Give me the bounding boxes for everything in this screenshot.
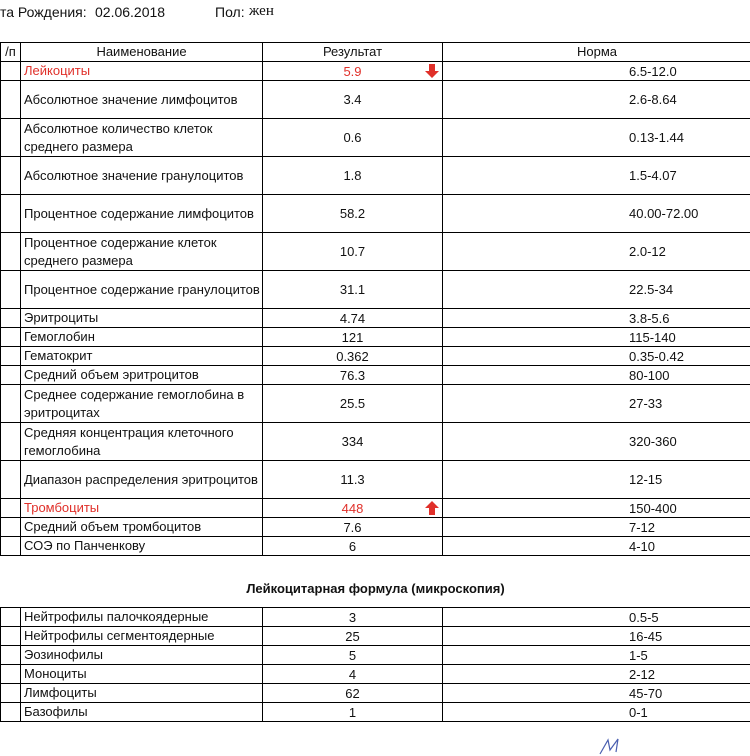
table-row xyxy=(1,608,750,627)
test-result-cell xyxy=(263,328,443,347)
table-header-row xyxy=(1,43,750,62)
row-number-cell xyxy=(1,233,21,271)
row-number-cell xyxy=(1,385,21,423)
test-result-value: 4.74 xyxy=(339,310,366,326)
test-result-cell xyxy=(263,366,443,385)
test-result-value: 334 xyxy=(341,434,364,449)
row-number-cell xyxy=(1,703,21,722)
test-name-cell: Абсолютное значение гранулоцитов xyxy=(21,157,263,195)
test-result-value: 1.8 xyxy=(343,168,362,183)
test-norm-cell: 16-45 xyxy=(443,627,750,646)
test-result-value: 58.2 xyxy=(339,206,366,221)
test-name-cell: Процентное содержание клеток среднего размера xyxy=(21,233,263,271)
row-number-cell xyxy=(1,81,21,119)
birth-date-value: 02.06.2018 xyxy=(95,4,166,20)
table-row xyxy=(1,665,750,684)
header-num: /п xyxy=(1,43,21,62)
row-number-cell xyxy=(1,646,21,665)
row-number-cell xyxy=(1,195,21,233)
test-norm-cell: 150-400 xyxy=(443,499,750,518)
row-number-cell xyxy=(1,309,21,328)
test-result-value: 6 xyxy=(348,538,357,554)
arrow-down-icon xyxy=(424,63,440,79)
test-result-cell xyxy=(263,499,443,518)
test-result-cell xyxy=(263,347,443,366)
row-number-cell xyxy=(1,328,21,347)
birth-date-label: та Рождения: xyxy=(0,4,87,20)
row-number-cell xyxy=(1,461,21,499)
test-norm-cell: 0.5-5 xyxy=(443,608,750,627)
test-name-cell: Абсолютное количество клеток среднего размера xyxy=(21,119,263,157)
test-name-cell: Эритроциты xyxy=(21,309,263,328)
table-row xyxy=(1,328,750,347)
test-result-value: 3.4 xyxy=(343,92,362,107)
test-name-cell: Диапазон распределения эритроцитов xyxy=(21,461,263,499)
test-result-value: 62 xyxy=(345,685,360,701)
table-row xyxy=(1,157,750,195)
row-number-cell xyxy=(1,271,21,309)
header-result: Результат xyxy=(263,43,443,62)
row-number-cell xyxy=(1,537,21,556)
test-result-cell xyxy=(263,608,443,627)
table-row xyxy=(1,423,750,461)
test-name-cell: Эозинофилы xyxy=(21,646,263,665)
test-norm-cell: 7-12 xyxy=(443,518,750,537)
test-name-cell: Процентное содержание гранулоцитов xyxy=(21,271,263,309)
test-name-cell: Средняя концентрация клеточного гемоглобина xyxy=(21,423,263,461)
test-name-cell: Гемоглобин xyxy=(21,328,263,347)
row-number-cell xyxy=(1,608,21,627)
blood-test-table xyxy=(0,42,750,556)
row-number-cell xyxy=(1,499,21,518)
test-result-cell xyxy=(263,461,443,499)
row-number-cell xyxy=(1,347,21,366)
header-norm: Норма xyxy=(443,43,750,62)
test-result-value: 25 xyxy=(345,628,360,644)
test-name-cell: Абсолютное значение лимфоцитов xyxy=(21,81,263,119)
test-name-cell: Нейтрофилы сегментоядерные xyxy=(21,627,263,646)
test-result-cell xyxy=(263,703,443,722)
test-name-cell: Гематокрит xyxy=(21,347,263,366)
table-row xyxy=(1,62,750,81)
signature-mark xyxy=(596,736,636,756)
arrow-up-icon xyxy=(424,500,440,516)
test-result-value: 0.6 xyxy=(343,130,362,145)
test-norm-cell: 1-5 xyxy=(443,646,750,665)
test-result-value: 11.3 xyxy=(340,472,365,487)
test-name-cell: Среднее содержание гемоглобина в эритроцитах xyxy=(21,385,263,423)
row-number-cell xyxy=(1,423,21,461)
test-result-value: 0.362 xyxy=(336,348,369,364)
sex-value: жен xyxy=(249,3,274,19)
test-norm-cell: 320-360 xyxy=(443,423,750,461)
leukocyte-formula-table xyxy=(0,607,750,722)
table-row xyxy=(1,646,750,665)
table-row xyxy=(1,233,750,271)
test-result-cell xyxy=(263,423,443,461)
test-result-value: 448 xyxy=(341,500,364,516)
test-result-value: 1 xyxy=(348,704,357,720)
table-row xyxy=(1,271,750,309)
test-name-cell: Лимфоциты xyxy=(21,684,263,703)
test-norm-cell: 12-15 xyxy=(443,461,750,499)
test-result-value: 3 xyxy=(348,609,357,625)
test-result-cell xyxy=(263,537,443,556)
test-result-value: 10.7 xyxy=(339,244,366,259)
table-row xyxy=(1,119,750,157)
test-name-cell: Средний объем тромбоцитов xyxy=(21,518,263,537)
table-row xyxy=(1,461,750,499)
patient-header xyxy=(0,2,750,24)
header-name: Наименование xyxy=(21,43,263,62)
row-number-cell xyxy=(1,366,21,385)
test-norm-cell: 80-100 xyxy=(443,366,750,385)
row-number-cell xyxy=(1,62,21,81)
test-norm-cell: 27-33 xyxy=(443,385,750,423)
test-result-cell xyxy=(263,62,443,81)
table-row xyxy=(1,366,750,385)
table-row xyxy=(1,385,750,423)
test-norm-cell: 0.13-1.44 xyxy=(443,119,750,157)
test-result-cell xyxy=(263,233,443,271)
test-result-value: 7.6 xyxy=(343,519,362,535)
leukocyte-formula-title: Лейкоцитарная формула (микроскопия) xyxy=(246,581,505,596)
test-norm-cell: 0-1 xyxy=(443,703,750,722)
table-row xyxy=(1,684,750,703)
test-norm-cell: 6.5-12.0 xyxy=(443,62,750,81)
table-row xyxy=(1,537,750,556)
row-number-cell xyxy=(1,518,21,537)
table-row xyxy=(1,195,750,233)
test-norm-cell: 3.8-5.6 xyxy=(443,309,750,328)
test-name-cell: СОЭ по Панченкову xyxy=(21,537,263,556)
test-norm-cell: 2.0-12 xyxy=(443,233,750,271)
test-result-value: 121 xyxy=(341,329,364,345)
test-norm-cell: 115-140 xyxy=(443,328,750,347)
test-result-cell xyxy=(263,309,443,328)
row-number-cell xyxy=(1,684,21,703)
test-name-cell: Нейтрофилы палочкоядерные xyxy=(21,608,263,627)
test-result-value: 25.5 xyxy=(339,396,366,411)
sex-label: Пол: xyxy=(215,4,245,20)
test-norm-cell: 1.5-4.07 xyxy=(443,157,750,195)
table-row xyxy=(1,518,750,537)
test-norm-cell: 45-70 xyxy=(443,684,750,703)
table-row xyxy=(1,627,750,646)
test-result-cell xyxy=(263,518,443,537)
test-norm-cell: 0.35-0.42 xyxy=(443,347,750,366)
test-result-value: 5 xyxy=(348,647,357,663)
test-result-cell xyxy=(263,81,443,119)
test-name-cell: Лейкоциты xyxy=(21,62,263,81)
test-norm-cell: 2.6-8.64 xyxy=(443,81,750,119)
row-number-cell xyxy=(1,627,21,646)
test-norm-cell: 4-10 xyxy=(443,537,750,556)
row-number-cell xyxy=(1,119,21,157)
test-result-value: 76.3 xyxy=(339,367,366,383)
test-result-value: 5.9 xyxy=(343,63,362,79)
row-number-cell xyxy=(1,665,21,684)
test-result-cell xyxy=(263,195,443,233)
row-number-cell xyxy=(1,157,21,195)
test-norm-cell: 22.5-34 xyxy=(443,271,750,309)
test-result-cell xyxy=(263,646,443,665)
table-row xyxy=(1,703,750,722)
test-norm-cell: 40.00-72.00 xyxy=(443,195,750,233)
test-name-cell: Моноциты xyxy=(21,665,263,684)
table-row xyxy=(1,499,750,518)
test-name-cell: Базофилы xyxy=(21,703,263,722)
test-result-value: 31.1 xyxy=(339,282,366,297)
test-result-cell xyxy=(263,665,443,684)
test-result-cell xyxy=(263,119,443,157)
test-name-cell: Средний объем эритроцитов xyxy=(21,366,263,385)
test-result-cell xyxy=(263,684,443,703)
test-name-cell: Процентное содержание лимфоцитов xyxy=(21,195,263,233)
test-result-value: 4 xyxy=(348,666,357,682)
test-name-cell: Тромбоциты xyxy=(21,499,263,518)
table-row xyxy=(1,347,750,366)
table-row xyxy=(1,309,750,328)
table-row xyxy=(1,81,750,119)
test-norm-cell: 2-12 xyxy=(443,665,750,684)
test-result-cell xyxy=(263,157,443,195)
test-result-cell xyxy=(263,627,443,646)
test-result-cell xyxy=(263,271,443,309)
test-result-cell xyxy=(263,385,443,423)
